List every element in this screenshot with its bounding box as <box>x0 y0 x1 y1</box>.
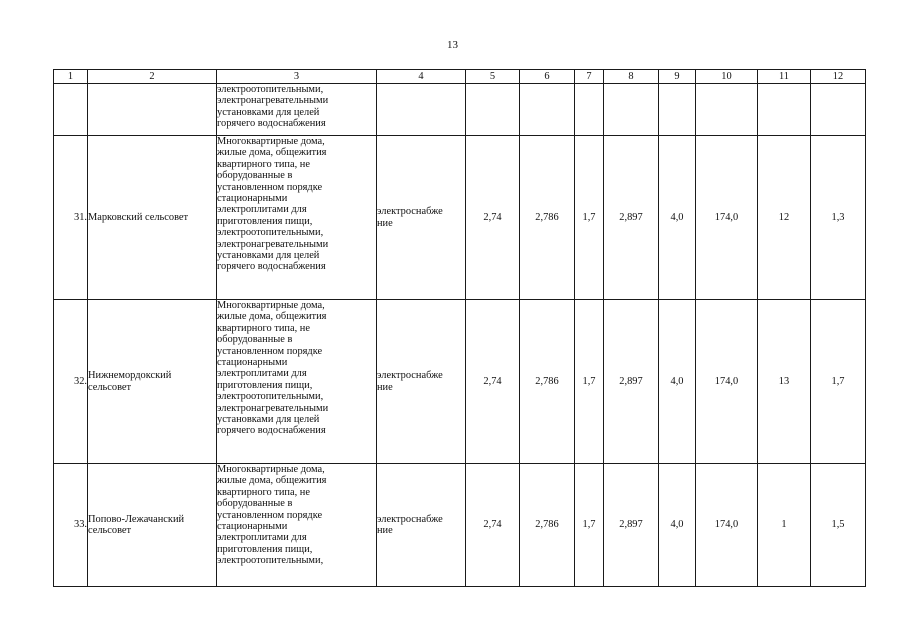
cell-c6: 2,786 <box>520 136 575 300</box>
cell-c9: 4,0 <box>659 136 696 300</box>
cell-c11 <box>758 84 811 136</box>
description-line: квартирного типа, не <box>217 158 310 170</box>
cell-name: Нижнемордокский сельсовет <box>88 300 217 464</box>
cell-c11: 12 <box>758 136 811 300</box>
cell-c12: 1,3 <box>811 136 866 300</box>
resource-line: электроснабже <box>377 513 443 525</box>
description-line: стационарными <box>217 521 288 533</box>
cell-description <box>217 464 377 587</box>
cell-c12: 1,7 <box>811 300 866 464</box>
description-line: электроплитами для <box>217 368 307 380</box>
description-line: электронагревательными <box>217 95 329 107</box>
cell-resource <box>377 136 466 300</box>
cell-c10: 174,0 <box>696 464 758 587</box>
cell-c7: 1,7 <box>575 136 604 300</box>
column-header: 10 <box>696 70 758 84</box>
column-header: 11 <box>758 70 811 84</box>
cell-c9 <box>659 84 696 136</box>
description-line: установленном порядке <box>217 181 323 193</box>
column-header: 12 <box>811 70 866 84</box>
description-line: электроотопительными, <box>217 227 324 239</box>
cell-name: Марковский сельсовет <box>88 136 217 300</box>
resource-line: ние <box>377 217 393 229</box>
description-line: установками для целей <box>217 106 320 118</box>
cell-c9: 4,0 <box>659 300 696 464</box>
table-row <box>54 136 866 300</box>
cell-c12: 1,5 <box>811 464 866 587</box>
description-line: жилые дома, общежития <box>217 311 327 323</box>
cell-c12 <box>811 84 866 136</box>
description-line: электроплитами для <box>217 532 307 544</box>
description-line: оборудованные в <box>217 498 293 510</box>
cell-c10: 174,0 <box>696 136 758 300</box>
description-line: электронагревательными <box>217 238 329 250</box>
cell-c8 <box>604 84 659 136</box>
description-line: квартирного типа, не <box>217 322 310 334</box>
description-line: приготовления пищи, <box>217 379 313 391</box>
cell-c7: 1,7 <box>575 300 604 464</box>
description-line: Многоквартирные дома, <box>217 136 325 147</box>
cell-description <box>217 136 377 300</box>
description-line: стационарными <box>217 193 288 205</box>
description-line: горячего водоснабжения <box>217 425 326 437</box>
table-row <box>54 464 866 587</box>
column-header: 5 <box>466 70 520 84</box>
cell-c6: 2,786 <box>520 300 575 464</box>
description-line: горячего водоснабжения <box>217 261 326 273</box>
cell-c8: 2,897 <box>604 300 659 464</box>
column-header: 3 <box>217 70 377 84</box>
cell-c11: 13 <box>758 300 811 464</box>
description-line: установками для целей <box>217 250 320 262</box>
description-line: горячего водоснабжения <box>217 118 326 130</box>
page-number: 13 <box>447 39 458 51</box>
cell-description <box>217 300 377 464</box>
column-header: 4 <box>377 70 466 84</box>
description-line: электроотопительными, <box>217 84 324 95</box>
cell-num: 31. <box>54 136 88 300</box>
cell-c9: 4,0 <box>659 464 696 587</box>
description-line: установленном порядке <box>217 345 323 357</box>
cell-name <box>88 84 217 136</box>
cell-c5 <box>466 84 520 136</box>
table-row <box>54 300 866 464</box>
description-line: жилые дома, общежития <box>217 475 327 487</box>
table-row-continuation <box>54 84 866 136</box>
description-line: Многоквартирные дома, <box>217 300 325 311</box>
cell-num: 33. <box>54 464 88 587</box>
description-line: электронагревательными <box>217 402 329 414</box>
cell-description <box>217 84 377 136</box>
cell-c7 <box>575 84 604 136</box>
cell-c7: 1,7 <box>575 464 604 587</box>
tariff-table <box>53 69 866 587</box>
description-line: приготовления пищи, <box>217 543 313 555</box>
description-line: установленном порядке <box>217 509 323 521</box>
description-line: установками для целей <box>217 414 320 426</box>
cell-c5: 2,74 <box>466 464 520 587</box>
column-header: 7 <box>575 70 604 84</box>
header-row <box>54 70 866 84</box>
cell-resource <box>377 464 466 587</box>
description-line: электроплитами для <box>217 204 307 216</box>
description-line: электроотопительными, <box>217 555 324 567</box>
cell-c6 <box>520 84 575 136</box>
cell-c10: 174,0 <box>696 300 758 464</box>
cell-c8: 2,897 <box>604 464 659 587</box>
resource-line: электроснабже <box>377 370 443 382</box>
description-line: стационарными <box>217 357 288 369</box>
cell-num: 32. <box>54 300 88 464</box>
cell-name: Попово-Лежачанский сельсовет <box>88 464 217 587</box>
column-header: 1 <box>54 70 88 84</box>
cell-resource <box>377 300 466 464</box>
cell-num <box>54 84 88 136</box>
description-line: жилые дома, общежития <box>217 147 327 159</box>
resource-line: ние <box>377 525 393 536</box>
description-line: оборудованные в <box>217 170 293 182</box>
description-line: квартирного типа, не <box>217 486 310 498</box>
cell-c6: 2,786 <box>520 464 575 587</box>
cell-c5: 2,74 <box>466 136 520 300</box>
resource-line: электроснабже <box>377 206 443 218</box>
column-header: 6 <box>520 70 575 84</box>
cell-c5: 2,74 <box>466 300 520 464</box>
description-line: приготовления пищи, <box>217 215 313 227</box>
cell-resource <box>377 84 466 136</box>
cell-c11: 1 <box>758 464 811 587</box>
description-line: Многоквартирные дома, <box>217 464 325 475</box>
resource-line: ние <box>377 381 393 393</box>
cell-c10 <box>696 84 758 136</box>
description-line: электроотопительными, <box>217 391 324 403</box>
description-line: оборудованные в <box>217 334 293 346</box>
column-header: 2 <box>88 70 217 84</box>
column-header: 9 <box>659 70 696 84</box>
cell-c8: 2,897 <box>604 136 659 300</box>
column-header: 8 <box>604 70 659 84</box>
